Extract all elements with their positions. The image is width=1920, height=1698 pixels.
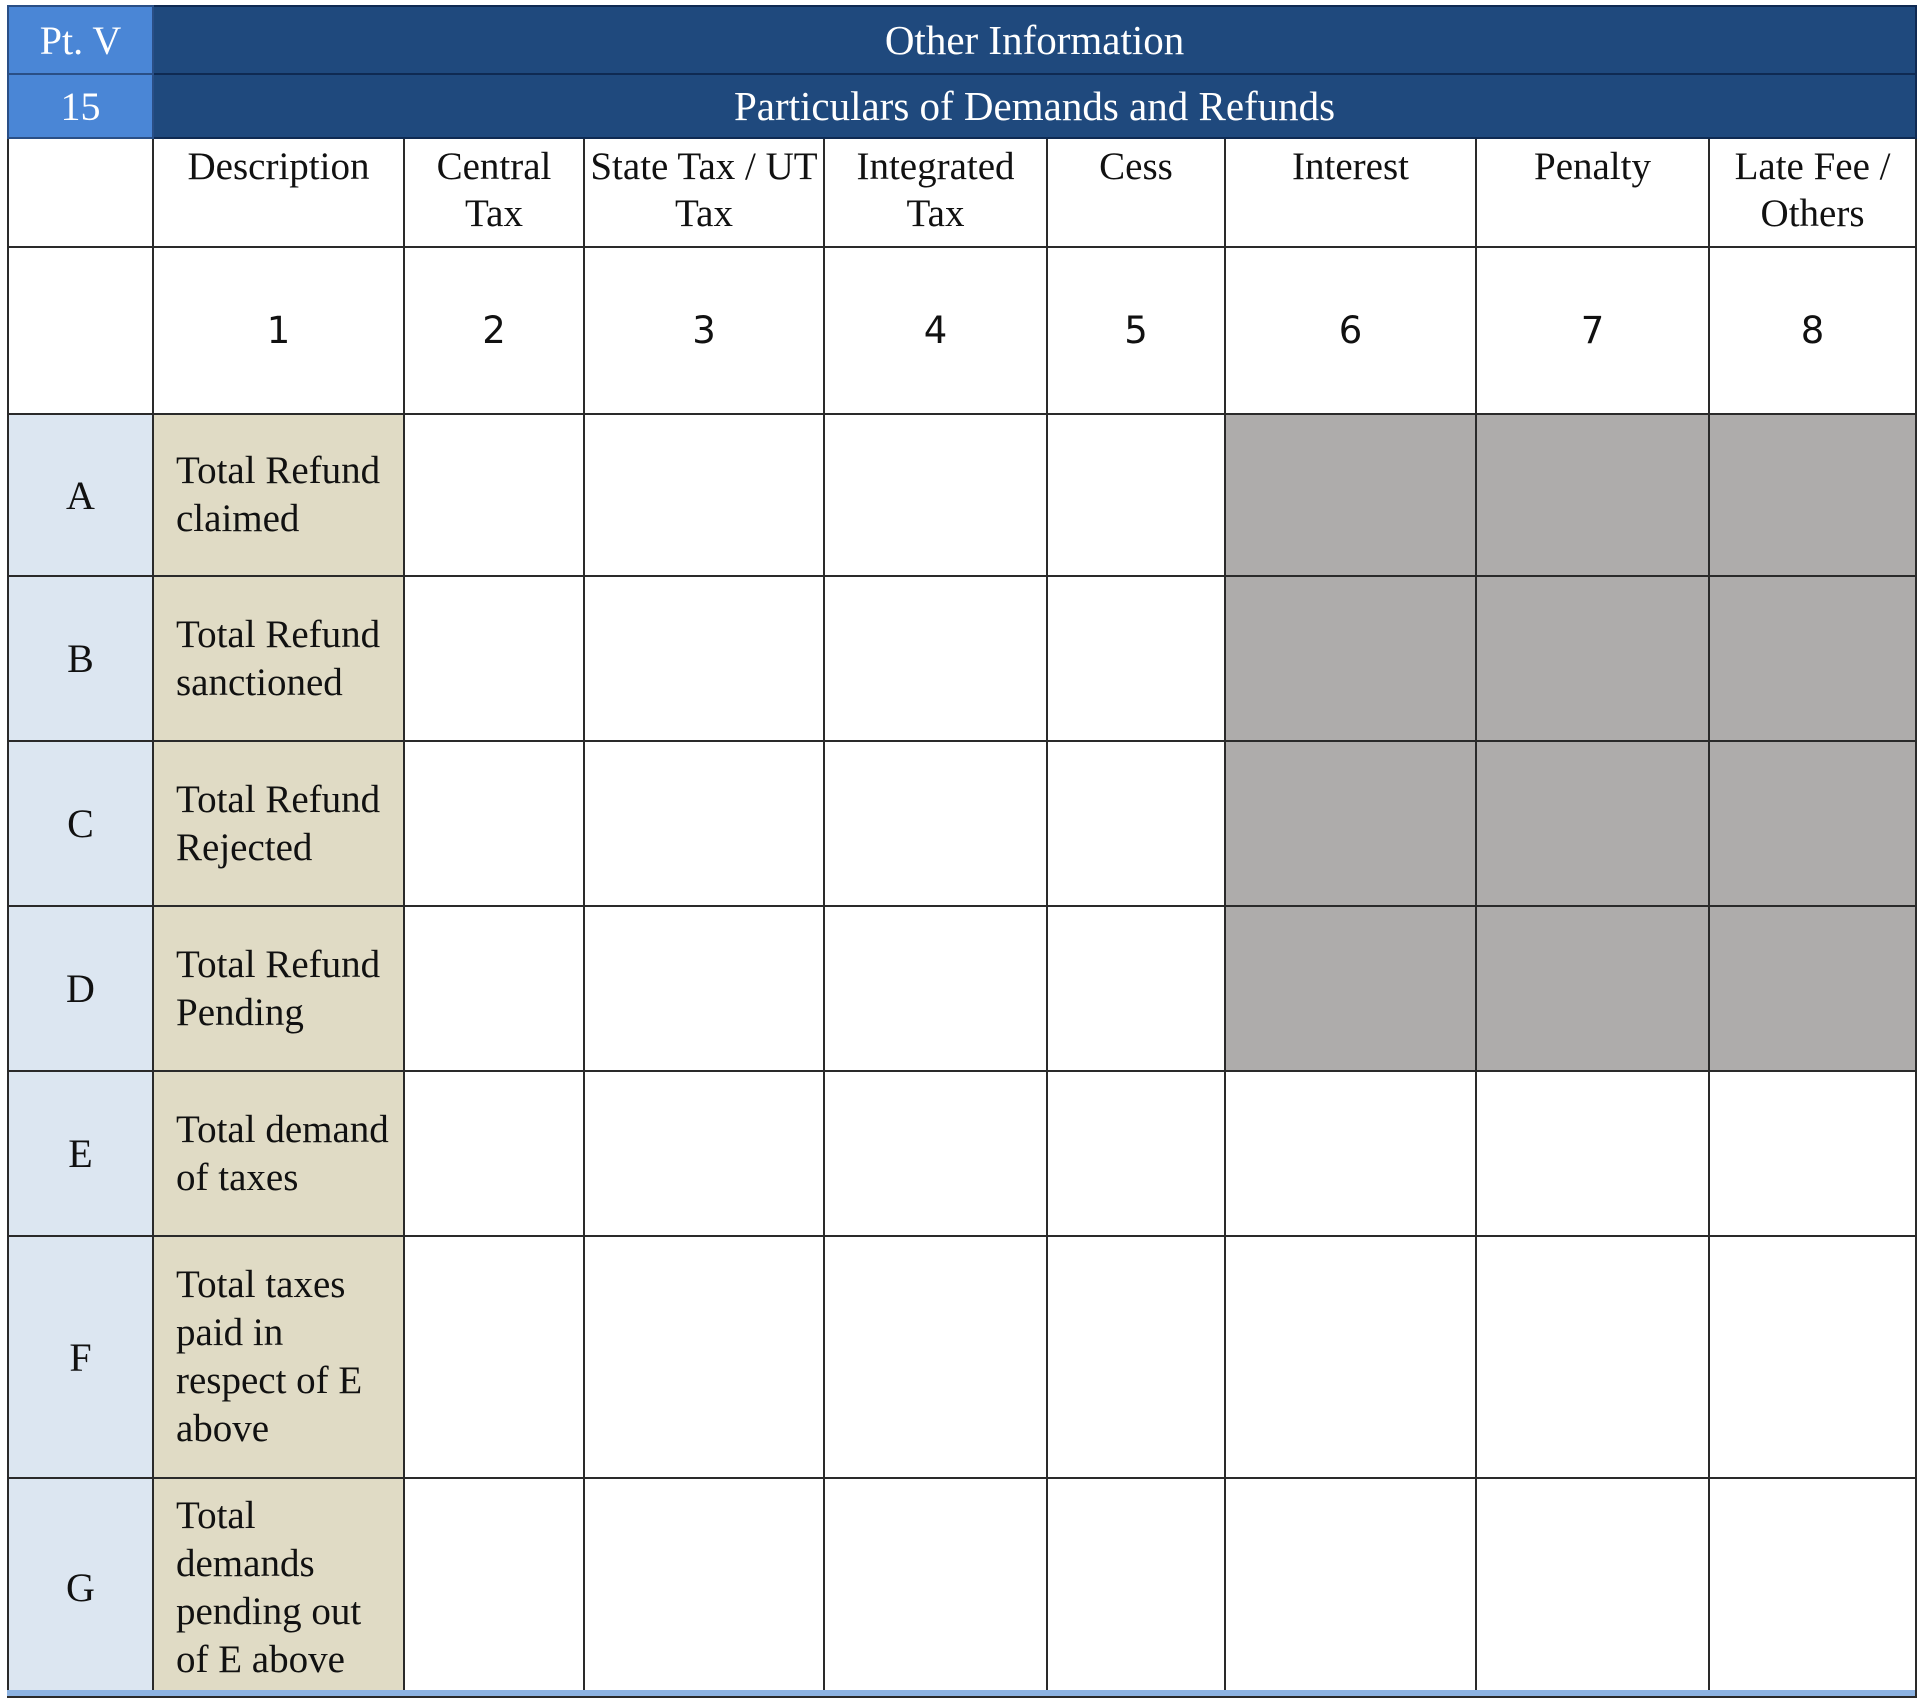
input-cell[interactable] (824, 414, 1047, 576)
blank-cell (8, 138, 153, 247)
shaded-cell (1476, 576, 1709, 741)
input-cell[interactable] (404, 906, 584, 1071)
input-cell[interactable] (584, 1071, 824, 1236)
shaded-cell (1225, 741, 1476, 906)
row-label: G (8, 1478, 153, 1697)
row-description: Total Refund sanctioned (153, 576, 404, 741)
input-cell[interactable] (1047, 741, 1225, 906)
input-cell[interactable] (1047, 906, 1225, 1071)
col-header-central-tax: Central Tax (404, 138, 584, 247)
row-description: Total demand of taxes (153, 1071, 404, 1236)
col-header-interest: Interest (1225, 138, 1476, 247)
col-number: 8 (1709, 247, 1916, 414)
blank-cell (8, 247, 153, 414)
row-description: Total Refund Rejected (153, 741, 404, 906)
input-cell[interactable] (404, 1236, 584, 1478)
input-cell[interactable] (584, 741, 824, 906)
row-description: Total Refund Pending (153, 906, 404, 1071)
table-row (8, 741, 1916, 906)
input-cell[interactable] (584, 906, 824, 1071)
input-cell[interactable] (1225, 1236, 1476, 1478)
col-header-description: Description (153, 138, 404, 247)
row-label: E (8, 1071, 153, 1236)
col-header-cess: Cess (1047, 138, 1225, 247)
shaded-cell (1709, 906, 1916, 1071)
shaded-cell (1476, 414, 1709, 576)
row-description: Total demands pending out of E above (153, 1478, 404, 1697)
input-cell[interactable] (1225, 1071, 1476, 1236)
input-cell[interactable] (584, 414, 824, 576)
row-label: B (8, 576, 153, 741)
table-row (8, 906, 1916, 1071)
col-header-state-tax: State Tax / UT Tax (584, 138, 824, 247)
input-cell[interactable] (824, 1478, 1047, 1697)
row-label: D (8, 906, 153, 1071)
table-row (8, 1478, 1916, 1697)
row-label: A (8, 414, 153, 576)
table-row (8, 1236, 1916, 1478)
table-row (8, 576, 1916, 741)
col-number: 7 (1476, 247, 1709, 414)
demands-refunds-table (7, 5, 1917, 1698)
col-number: 5 (1047, 247, 1225, 414)
col-header-late-fee: Late Fee / Others (1709, 138, 1916, 247)
col-number: 2 (404, 247, 584, 414)
col-number: 3 (584, 247, 824, 414)
shaded-cell (1476, 741, 1709, 906)
input-cell[interactable] (1709, 1478, 1916, 1697)
table-row (8, 414, 1916, 576)
input-cell[interactable] (824, 1236, 1047, 1478)
section-title: Other Information (153, 6, 1916, 74)
shaded-cell (1709, 576, 1916, 741)
input-cell[interactable] (404, 1071, 584, 1236)
input-cell[interactable] (584, 1236, 824, 1478)
input-cell[interactable] (1476, 1478, 1709, 1697)
shaded-cell (1709, 741, 1916, 906)
input-cell[interactable] (1709, 1236, 1916, 1478)
input-cell[interactable] (404, 741, 584, 906)
input-cell[interactable] (1476, 1071, 1709, 1236)
input-cell[interactable] (824, 741, 1047, 906)
input-cell[interactable] (1047, 576, 1225, 741)
input-cell[interactable] (404, 576, 584, 741)
col-number: 1 (153, 247, 404, 414)
part-number: 15 (8, 74, 153, 138)
col-header-penalty: Penalty (1476, 138, 1709, 247)
input-cell[interactable] (1047, 414, 1225, 576)
input-cell[interactable] (1047, 1478, 1225, 1697)
shaded-cell (1709, 414, 1916, 576)
row-label: C (8, 741, 153, 906)
shaded-cell (1225, 414, 1476, 576)
input-cell[interactable] (1709, 1071, 1916, 1236)
shaded-cell (1225, 576, 1476, 741)
input-cell[interactable] (1047, 1071, 1225, 1236)
part-label: Pt. V (8, 6, 153, 74)
col-header-integrated-tax: Integrated Tax (824, 138, 1047, 247)
row-description: Total taxes paid in respect of E above (153, 1236, 404, 1478)
table-row (8, 1071, 1916, 1236)
input-cell[interactable] (824, 576, 1047, 741)
row-description: Total Refund claimed (153, 414, 404, 576)
input-cell[interactable] (584, 576, 824, 741)
col-number: 6 (1225, 247, 1476, 414)
table-title: Particulars of Demands and Refunds (153, 74, 1916, 138)
shaded-cell (1225, 906, 1476, 1071)
input-cell[interactable] (824, 1071, 1047, 1236)
row-label: F (8, 1236, 153, 1478)
input-cell[interactable] (1476, 1236, 1709, 1478)
bottom-border (7, 1690, 1915, 1696)
input-cell[interactable] (584, 1478, 824, 1697)
input-cell[interactable] (404, 1478, 584, 1697)
input-cell[interactable] (824, 906, 1047, 1071)
shaded-cell (1476, 906, 1709, 1071)
input-cell[interactable] (1047, 1236, 1225, 1478)
col-number: 4 (824, 247, 1047, 414)
input-cell[interactable] (404, 414, 584, 576)
input-cell[interactable] (1225, 1478, 1476, 1697)
